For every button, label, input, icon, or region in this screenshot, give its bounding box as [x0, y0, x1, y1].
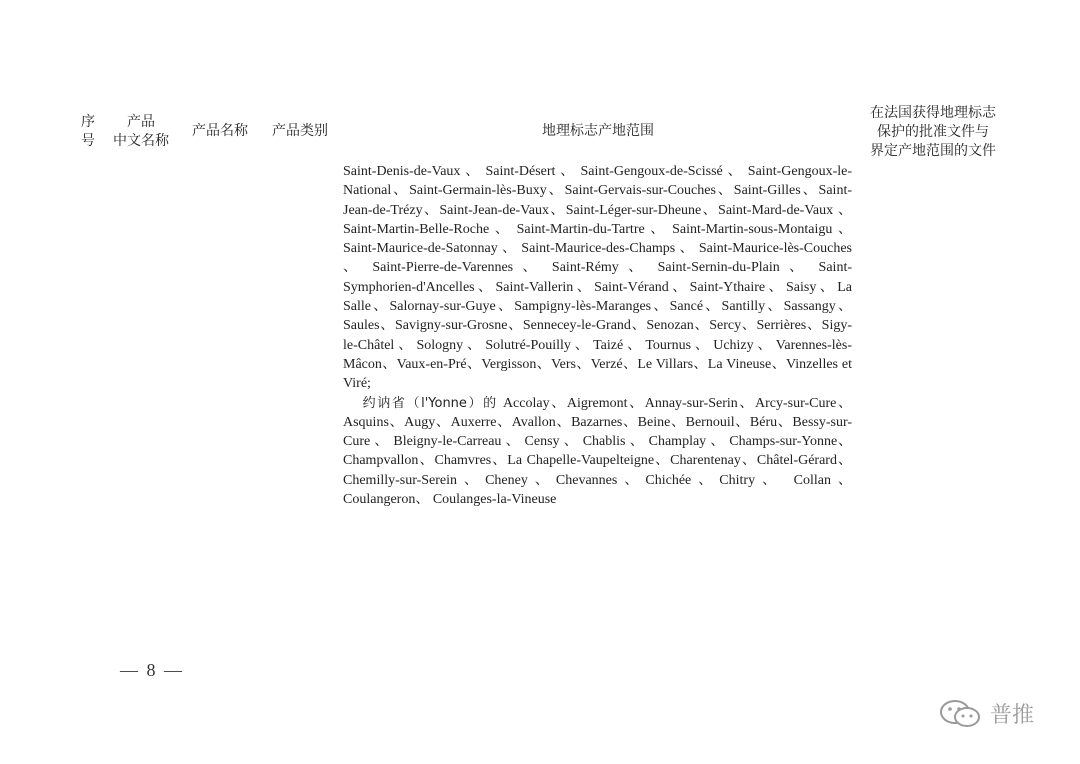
header-docs-line3: 界定产地范围的文件 [870, 143, 996, 159]
range-paragraph-1: Saint-Denis-de-Vaux 、 Saint-Désert 、 Saint-Gengoux-de-Scissé 、 Saint-Gengoux-le-National、Saint-Germain-lès-Buxy、Saint-Gervais-sur-Couches、Saint-Gilles、Saint-Jean-de-Trézy、Saint-Jean-de-Vaux、Saint-Léger-sur-Dheune、Saint-Mard-de-Vaux 、 Saint-Martin-Belle-Roche 、 Saint-Martin-du-Tartre 、 Saint-Martin-sous-Montaigu 、 Saint-Maurice-de-Satonnay 、 Saint-Maurice-des-Champs 、 Saint-Maurice-lès-Couches 、 Saint-Pierre-de-Varennes 、 Saint-Rémy 、 Saint-Sernin-du-Plain 、 Saint-Symphorien-d'Ancelles、Saint-Vallerin、Saint-Vérand、Saint-Ythaire、Saisy、La Salle、Salornay-sur-Guye、Sampigny-lès-Maranges、Sancé、Santilly、Sassangy、Saules、Savigny-sur-Grosne、Sennecey-le-Grand、Senozan、Sercy、Serrières、Sigy-le-Châtel 、 Sologny 、 Solutré-Pouilly 、 Taizé 、 Tournus 、 Uchizy 、 Varennes-lès-Mâcon、Vaux-en-Pré、Vergisson、Vers、Verzé、Le Villars、La Vineuse、Vinzelles et Viré; [343, 164, 852, 392]
watermark [938, 698, 1034, 729]
header-cn-name-line2: 中文名称 [113, 133, 169, 149]
header-docs-line1: 在法国获得地理标志 [870, 105, 996, 121]
header-product-category: 产品类别 [272, 123, 328, 139]
range-text [343, 162, 852, 509]
header-cn-name-line1: 产品 [127, 114, 155, 130]
header-docs-line2: 保护的批准文件与 [877, 124, 989, 140]
header-serial-line2: 号 [81, 133, 95, 149]
header-range: 地理标志产地范围 [542, 123, 654, 139]
yonne-communes: Accolay、Aigremont、Annay-sur-Serin、Arcy-sur-Cure、Asquins、Augy、Auxerre、Avallon、Bazarnes、Beine、Bernouil、Béru、Bessy-sur-Cure 、 Bleigny-le-Carreau 、 Censy 、 Chablis 、 Champlay 、 Champs-sur-Yonne、Champvallon、Chamvres、La Chapelle-Vaupelteigne、Charentenay、Châtel-Gérard、Chemilly-sur-Serein、Cheney、Chevannes、Chichée、Chitry、 Collan、 Coulangeron、 Coulanges-la-Vineuse [343, 395, 852, 508]
header-docs [858, 104, 1008, 161]
page-number: — 8 — [120, 660, 184, 680]
range-paragraph-2 [343, 394, 852, 510]
watermark-text: 普推 [990, 703, 1035, 728]
wechat-icon [938, 699, 984, 729]
header-serial-line1: 序 [81, 114, 95, 130]
header-serial [78, 113, 98, 151]
header-cn-name [108, 113, 174, 151]
header-product-name: 产品名称 [192, 123, 248, 139]
yonne-prefix: 约讷省（l'Yonne）的 [362, 395, 498, 411]
